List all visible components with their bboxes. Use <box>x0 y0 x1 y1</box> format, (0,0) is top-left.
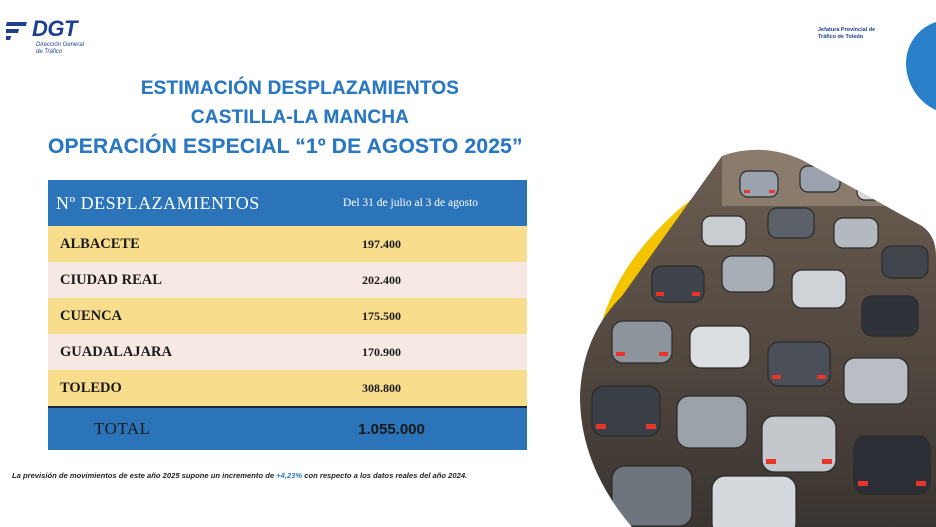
province-name: ALBACETE <box>60 235 140 252</box>
table-row <box>48 226 527 262</box>
office-name <box>818 27 908 41</box>
table-row <box>48 334 527 370</box>
dgt-logo <box>6 14 116 60</box>
title-line2: CASTILLA-LA MANCHA <box>190 107 410 128</box>
page-title <box>40 74 560 161</box>
province-name: CUENCA <box>60 307 123 324</box>
footnote-text-before: La previsión de movimientos de este año 2025 supone un incremento de <box>12 471 277 480</box>
title-line3: OPERACIÓN ESPECIAL “1º DE AGOSTO 2025” <box>48 135 523 158</box>
logo-subtitle-line1: Dirección General <box>36 42 85 48</box>
header-dates: Del 31 de julio al 3 de agosto <box>342 197 479 209</box>
province-name: CIUDAD REAL <box>60 271 162 288</box>
province-value: 197.400 <box>362 236 401 251</box>
total-value: 1.055.000 <box>358 420 425 438</box>
footnote-text-after: con respecto a los datos reales del año 2024. <box>302 471 468 480</box>
header-displacements: Nº DESPLAZAMIENTOS <box>56 192 260 213</box>
province-name: GUADALAJARA <box>60 343 172 360</box>
province-value: 308.800 <box>362 380 401 395</box>
office-line2: Tráfico de Toledo <box>818 34 864 40</box>
total-label: TOTAL <box>94 419 151 438</box>
logo-brand: DGT <box>32 16 77 41</box>
footnote-highlight: +4,23% <box>276 471 303 480</box>
traffic-jam-photo <box>572 146 936 527</box>
table-row <box>48 298 527 334</box>
table-total-row <box>48 406 527 450</box>
logo-subtitle <box>36 42 106 56</box>
table-row <box>48 370 527 406</box>
office-line1: Jefatura Provincial de <box>818 27 876 33</box>
province-value: 175.500 <box>362 308 401 323</box>
province-value: 170.900 <box>362 344 401 359</box>
table-row <box>48 262 527 298</box>
footnote <box>12 471 467 480</box>
corner-decoration <box>906 20 936 115</box>
province-value: 202.400 <box>362 272 401 287</box>
displacement-table <box>48 180 527 450</box>
province-name: TOLEDO <box>60 379 122 396</box>
logo-subtitle-line2: de Tráfico <box>36 49 63 55</box>
dgt-logo-icon <box>6 18 32 44</box>
photo-content <box>572 146 936 527</box>
title-line1: ESTIMACIÓN DESPLAZAMIENTOS <box>140 78 460 99</box>
table-header <box>48 180 527 226</box>
